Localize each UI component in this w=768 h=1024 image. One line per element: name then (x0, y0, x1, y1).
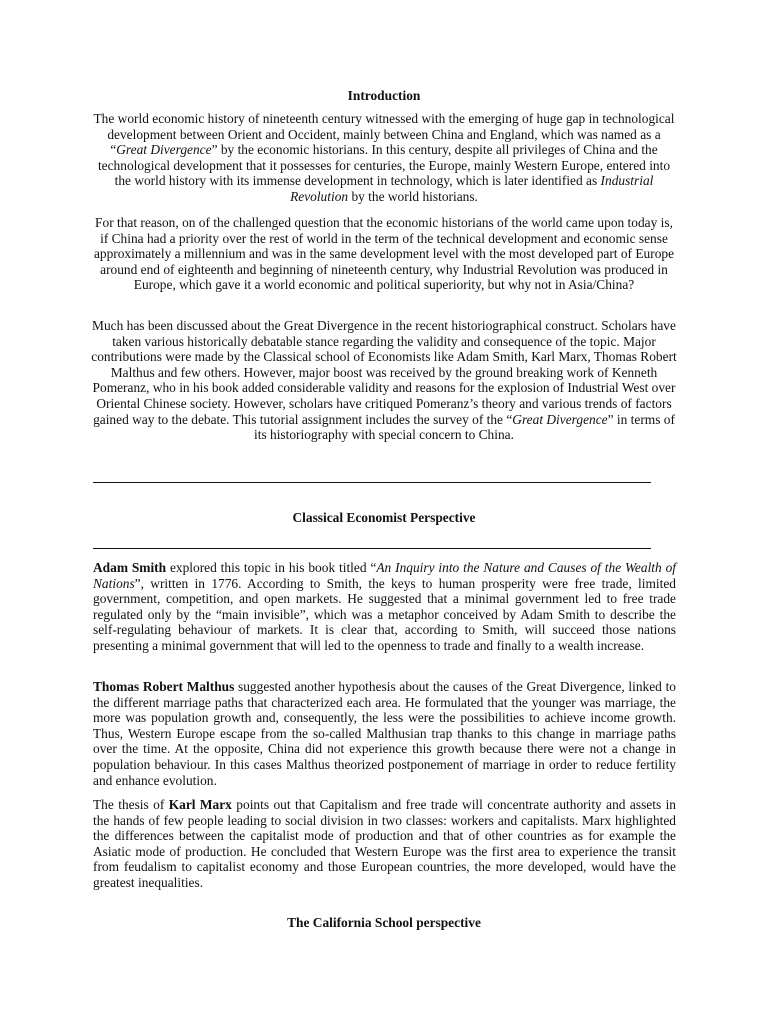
section-divider-top (93, 482, 651, 483)
marx-paragraph (93, 797, 676, 891)
intro-p3-text-a: Much has been discussed about the Great Divergence in the recent historiographical construct. Scholars have taken various historically debatable stance regarding the validity and consequence of the topic. Major contributions were made by the Classical school of Economists like Adam Smith, Karl Marx, Thomas Robert Malthus and few others. However, major boost was received by the ground breaking work of Kenneth Pomeranz, who in his book added considerable validity and reasons for the explosion of Industrial West over Oriental Chinese society. However, scholars have critiqued Pomeranz’s theory and various trends of factors gained way to the debate. This tutorial assignment includes the survey of the “ (91, 318, 677, 427)
intro-p1-emphasis-2: Industrial Revolution (290, 173, 654, 204)
smith-text-a: explored this topic in his book titled “ (166, 560, 377, 575)
classical-heading: Classical Economist Perspective (292, 510, 476, 525)
intro-paragraph-1 (90, 111, 678, 205)
intro-p1-emphasis: Great Divergence (116, 142, 212, 158)
intro-paragraph-2 (90, 215, 678, 293)
intro-p3-emphasis: Great Divergence (512, 411, 608, 427)
introduction-heading: Introduction (347, 88, 421, 103)
malthus-name: Thomas Robert Malthus (93, 679, 235, 694)
marx-text-pre: The thesis of (93, 797, 169, 812)
section-divider-bottom (93, 548, 651, 549)
malthus-paragraph (93, 679, 676, 788)
intro-paragraph-3 (90, 318, 678, 443)
smith-name: Adam Smith (93, 560, 167, 575)
intro-p2-text: For that reason, on of the challenged question that the economic historians of the world came upon today is, if China had a priority over the rest of world in the term of the technical development and economic sense approximately a millennium and was in the same development level with the most developed part of Europe around end of eighteenth and beginning of nineteenth century, why Industrial Revolution was produced in Europe, which gave it a world economic and political superiority, but why not in Asia/China? (93, 215, 675, 293)
intro-p3-text-b: ” in terms of its historiography with special concern to China. (254, 411, 675, 443)
intro-p1-text-c: by the world historians. (348, 188, 478, 204)
smith-paragraph (93, 560, 676, 654)
malthus-text: suggested another hypothesis about the causes of the Great Divergence, linked to the different marriage paths that characterized each area. He formulated that the younger was marriage, the more was population growth and, consequently, the less were the possibilities to achieve income growth. Thus, Western Europe escape from the so-called Malthusian trap thanks to this change in marriage paths over the time. At the opposite, China did not experience this growth because there were not a change in population behaviour. In this cases Malthus theorized postponement of marriage in order to reduce fertility and enhance evolution. (93, 679, 676, 788)
intro-p1-text-a: The world economic history of nineteenth century witnessed with the emerging of huge gap in technological development between Orient and Occident, mainly between China and England, which was named as a “ (93, 111, 675, 158)
smith-book-title: An Inquiry into the Nature and Causes of the Wealth of Nations (93, 560, 677, 591)
marx-text: points out that Capitalism and free trade will concentrate authority and assets in the hands of few people leading to social division in two classes: workers and capitalists. Marx highlighted the differences between the capitalist mode of production and that of other countries as for example the Asiatic mode of production. He concluded that Western Europe was the first area to experience the transit from feudalism to capitalist economy and those European countries, the more developed, would have the greatest inequalities. (93, 797, 676, 890)
california-heading: The California School perspective (287, 915, 481, 930)
marx-name: Karl Marx (168, 797, 232, 812)
intro-p1-text-b: ” by the economic historians. In this century, despite all privileges of China and the technological development that it possesses for centuries, the Europe, mainly Western Europe, entered into the world history with its immense development in technology, which is later identified as (97, 142, 671, 189)
smith-text-b: ”, written in 1776. According to Smith, the keys to human prosperity were free trade, limited government, competition, and open markets. He suggested that a minimal government led to free trade regulated only by the “main invisible”, which was a metaphor conceived by Adam Smith to describe the self-regulating behaviour of markets. It is clear that, according to Smith, will succeed those nations presenting a minimal government that will led to the openness to trade and finally to a wealth increase. (93, 575, 676, 653)
